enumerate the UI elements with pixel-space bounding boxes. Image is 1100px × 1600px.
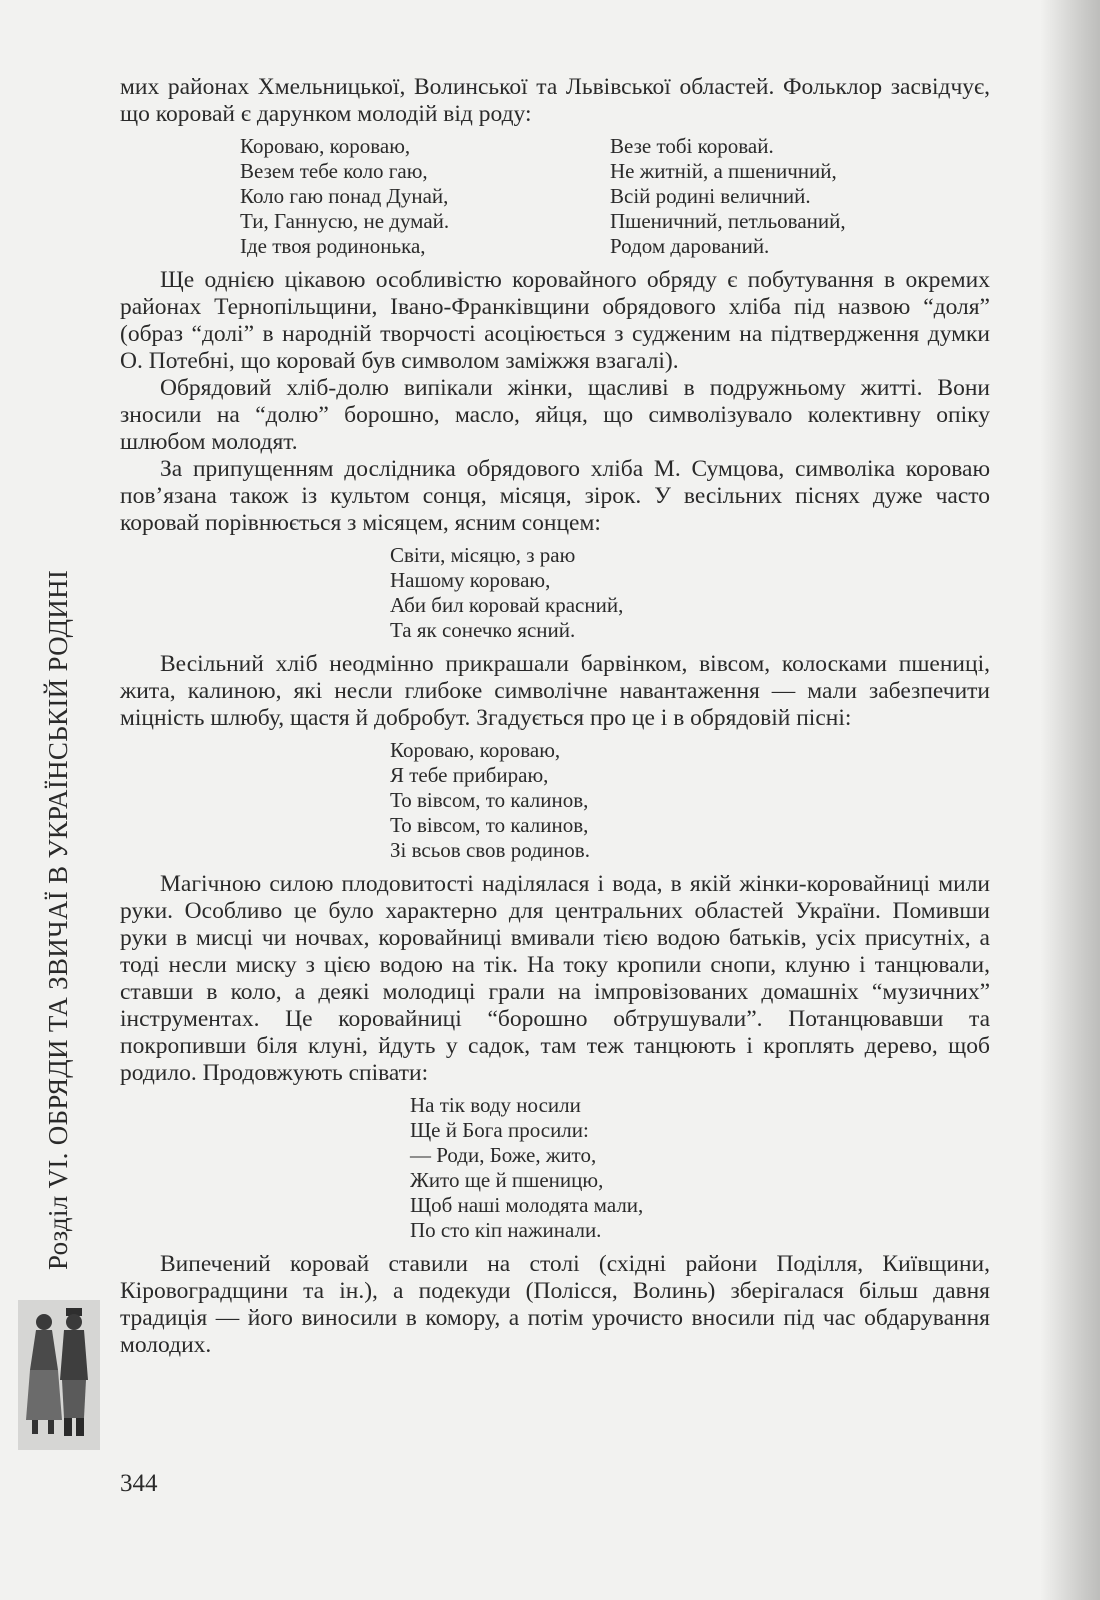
poem-line: Везем тебе коло гаю, (240, 159, 428, 183)
page-content (120, 74, 990, 1359)
poem-line: Жито ще й пшеницю, (410, 1168, 604, 1192)
poem-line: Ще й Бога просили: (410, 1118, 589, 1142)
folk-couple-icon (18, 1300, 100, 1450)
poem-line: Я тебе прибираю, (390, 763, 549, 787)
poem-line: Ти, Ганнусю, не думай. (240, 209, 450, 233)
paragraph: Весільний хліб неодмінно прикрашали барвінком, вівсом, колосками пшениці, жита, калиною, які несли глибоке символічне навантаження — мали забезпечити міцність шлюбу, щастя й добробут. Згадується про це і в обрядовій пісні: (120, 651, 990, 731)
poem-line: Щоб наші молодята мали, (410, 1193, 644, 1217)
poem-line: Та як сонечко ясний. (390, 618, 576, 642)
poem-line: Пшеничний, петльований, (610, 209, 846, 233)
folk-figures-illustration (18, 1300, 100, 1450)
page-number: 344 (120, 1470, 158, 1497)
poem-line: На тік воду носили (410, 1093, 581, 1117)
poem-line: Аби бил коровай красний, (390, 593, 624, 617)
poem-line: Світи, місяцю, з раю (390, 543, 576, 567)
paragraph: Ще однією цікавою особливістю коровайного обряду є побутування в окремих районах Тернопільщини, Івано-Франківщини обрядового хліба під назвою “доля” (образ “долі” в народній творчості асоціюється з судженим на підтвердження думки О. Потебні, що коровай був символом заміжжя взагалі). (120, 267, 990, 374)
poem-line: Коло гаю понад Дунай, (240, 184, 449, 208)
poem-two-columns (240, 134, 990, 259)
poem-line: Всій родині величний. (610, 184, 811, 208)
paragraph: Випечений коровай ставили на столі (східні райони Поділля, Київщини, Кіровоградщини та ін.), а подекуди (Полісся, Волинь) зберігалася більш давня традиція — його виносили в комору, а потім урочисто вносили під час обдарування молодих. (120, 1251, 990, 1358)
poem-line: То вівсом, то калинов, (390, 813, 589, 837)
poem-line: По сто кіп нажинали. (410, 1218, 602, 1242)
chapter-side-title: Розділ VI. ОБРЯДИ ТА ЗВИЧАЇ В УКРАЇНСЬКІЙ РОДИНІ (43, 569, 73, 1270)
poem-left-column (240, 134, 610, 259)
poem-line: Іде твоя родинонька, (240, 234, 426, 258)
poem-line: Нашому короваю, (390, 568, 551, 592)
poem-line: Родом дарований. (610, 234, 770, 258)
paragraph: мих районах Хмельницької, Волинської та Львівської областей. Фольклор засвідчує, що коровай є дарунком молодій від роду: (120, 74, 990, 127)
poem-line: — Роди, Боже, жито, (410, 1143, 597, 1167)
poem (390, 543, 990, 643)
poem-line: Не житній, а пшеничний, (610, 159, 837, 183)
poem-line: Везе тобі коровай. (610, 134, 774, 158)
paragraph: Обрядовий хліб-долю випікали жінки, щасливі в подружньому житті. Вони зносили на “долю” борошно, масло, яйця, що символізувало колективну опіку шлюбом молодят. (120, 375, 990, 455)
poem-line: Короваю, короваю, (240, 134, 411, 158)
poem (410, 1093, 990, 1243)
paragraph: За припущенням дослідника обрядового хліба М. Сумцова, символіка короваю пов’язана також із культом сонця, місяця, зірок. У весільних піснях дуже часто коровай порівнюється з місяцем, ясним сонцем: (120, 456, 990, 536)
page-edge-shadow (1040, 0, 1100, 1600)
poem-line: То вівсом, то калинов, (390, 788, 589, 812)
paragraph: Магічною силою плодовитості наділялася і вода, в якій жінки-коровайниці мили руки. Особливо це було характерно для центральних областей України. Помивши руки в мисці чи ночвах, коровайниці вмивали тією водою батьків, усіх присутніх, а тоді несли миску з цією водою на тік. На току кропили снопи, клуню і танцювали, ставши в коло, а деякі молодиці грали на імпровізованих домашніх “музичних” інструментах. Це коровайниці “борошно обтрушували”. Потанцювавши та покропивши біля клуні, йдуть у садок, там теж танцюють і кроплять дерево, щоб родило. Продовжують співати: (120, 871, 990, 1086)
poem (390, 738, 990, 863)
poem-line: Зі всьов свов родинов. (390, 838, 590, 862)
poem-right-column (610, 134, 980, 259)
poem-line: Короваю, короваю, (390, 738, 561, 762)
